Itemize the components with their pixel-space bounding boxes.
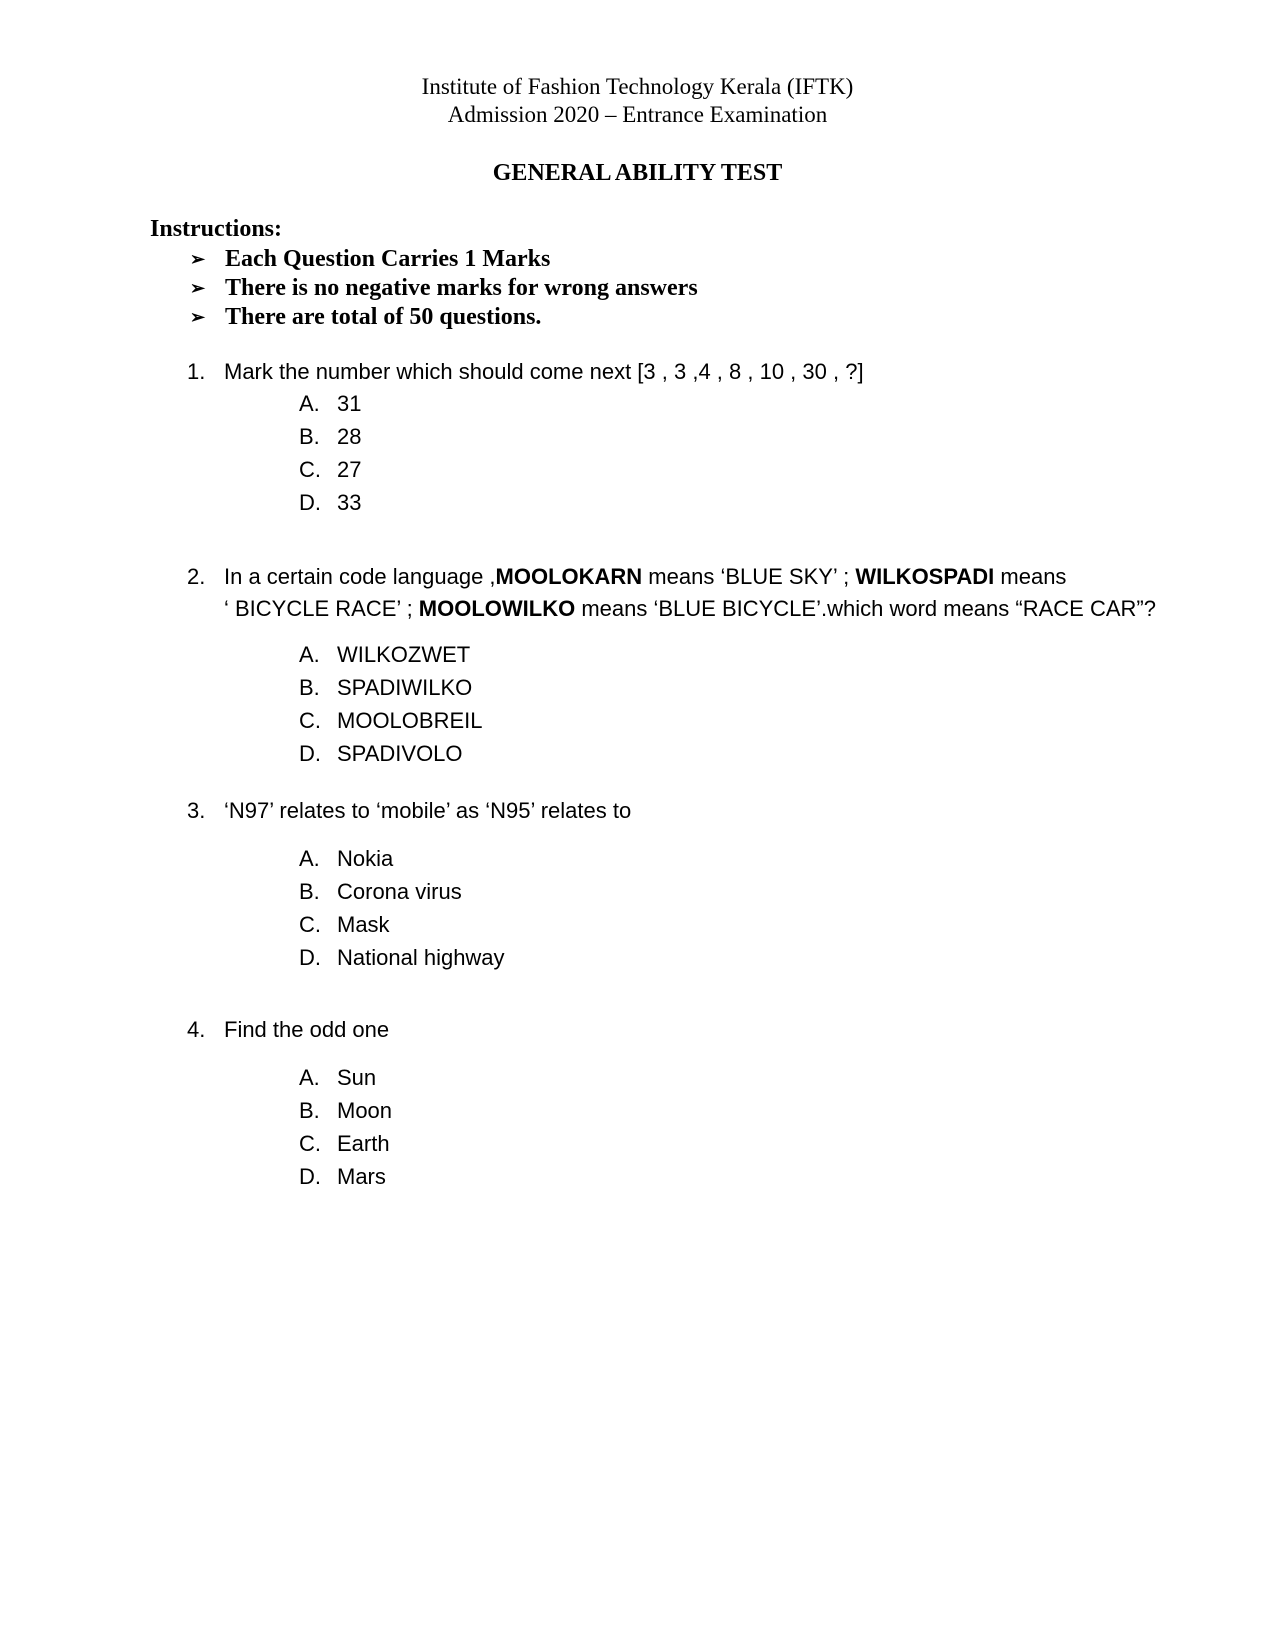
question-4-options: [299, 1061, 392, 1193]
text-span: means ‘BLUE BICYCLE’.which word means “RACE CAR”?: [575, 596, 1156, 621]
question-1: [187, 356, 1167, 388]
option-text: 27: [337, 457, 362, 482]
option-item: [299, 908, 505, 941]
option-letter: C.: [299, 1131, 321, 1156]
option-text: 28: [337, 424, 362, 449]
instructions-heading: Instructions:: [150, 216, 283, 242]
text-span: means: [994, 564, 1067, 589]
document-header: [0, 73, 1275, 129]
option-item: [299, 1094, 392, 1127]
option-letter: D.: [299, 945, 321, 970]
question-number: 1.: [187, 359, 206, 384]
option-letter: A.: [299, 1065, 320, 1090]
option-item: [299, 842, 505, 875]
code-word: MOOLOWILKO: [418, 596, 576, 621]
test-title: GENERAL ABILITY TEST: [492, 160, 783, 186]
option-item: [299, 941, 505, 974]
option-item: [299, 638, 482, 671]
option-text: Mars: [337, 1164, 386, 1189]
text-span: means ‘BLUE SKY’ ;: [642, 564, 856, 589]
instruction-item: [190, 274, 698, 303]
option-item: [299, 387, 361, 420]
arrow-bullet-icon: ➢: [190, 249, 206, 269]
institute-name: Institute of Fashion Technology Kerala (IFTK): [421, 74, 854, 99]
question-text: Mark the number which should come next [3 , 3 ,4 , 8 , 10 , 30 , ?]: [224, 359, 864, 384]
option-text: Moon: [337, 1098, 393, 1123]
option-letter: B.: [299, 879, 320, 904]
option-item: [299, 1160, 392, 1193]
option-letter: A.: [299, 846, 320, 871]
option-text: SPADIWILKO: [337, 675, 473, 700]
option-letter: B.: [299, 1098, 320, 1123]
option-letter: B.: [299, 424, 320, 449]
option-item: [299, 737, 482, 770]
question-2-options: [299, 638, 482, 770]
option-item: [299, 1127, 392, 1160]
option-item: [299, 671, 482, 704]
option-item: [299, 420, 361, 453]
question-4: [187, 1014, 1167, 1046]
instruction-text: Each Question Carries 1 Marks: [225, 246, 551, 272]
text-span: In a certain code language ,: [224, 564, 496, 589]
instruction-text: There is no negative marks for wrong answers: [225, 275, 698, 301]
instruction-text: There are total of 50 questions.: [225, 304, 542, 330]
option-letter: D.: [299, 741, 321, 766]
text-span: ‘ BICYCLE RACE’ ;: [224, 596, 419, 621]
option-letter: C.: [299, 708, 321, 733]
code-word: WILKOSPADI: [855, 564, 995, 589]
exam-title: Admission 2020 – Entrance Examination: [447, 102, 828, 127]
question-3-options: [299, 842, 505, 974]
option-text: SPADIVOLO: [337, 741, 463, 766]
question-1-options: [299, 387, 361, 519]
question-text: ‘N97’ relates to ‘mobile’ as ‘N95’ relates to: [224, 798, 632, 823]
arrow-bullet-icon: ➢: [190, 307, 206, 327]
question-text-line-2: [224, 593, 1167, 625]
instruction-item: [190, 245, 698, 274]
option-text: 31: [337, 391, 362, 416]
option-letter: C.: [299, 912, 321, 937]
option-text: MOOLOBREIL: [337, 708, 483, 733]
option-text: Mask: [337, 912, 390, 937]
question-text: [224, 561, 1167, 625]
question-number: 4.: [187, 1017, 206, 1042]
question-number: 3.: [187, 798, 206, 823]
question-number: 2.: [187, 564, 206, 589]
arrow-bullet-icon: ➢: [190, 278, 206, 298]
option-item: [299, 453, 361, 486]
question-text: Find the odd one: [224, 1017, 390, 1042]
question-3: [187, 795, 1167, 827]
option-item: [299, 1061, 392, 1094]
option-letter: C.: [299, 457, 321, 482]
question-text-line-1: [224, 561, 1167, 593]
option-text: Nokia: [337, 846, 394, 871]
option-text: Corona virus: [337, 879, 462, 904]
code-word: MOOLOKARN: [495, 564, 643, 589]
option-letter: D.: [299, 1164, 321, 1189]
option-item: [299, 704, 482, 737]
option-letter: A.: [299, 391, 320, 416]
question-2: [187, 561, 1167, 625]
option-letter: D.: [299, 490, 321, 515]
instructions-list: [190, 245, 698, 332]
option-text: 33: [337, 490, 362, 515]
option-letter: A.: [299, 642, 320, 667]
option-item: [299, 486, 361, 519]
option-text: WILKOZWET: [337, 642, 471, 667]
option-text: Sun: [337, 1065, 377, 1090]
instruction-item: [190, 303, 698, 332]
option-item: [299, 875, 505, 908]
option-letter: B.: [299, 675, 320, 700]
option-text: Earth: [337, 1131, 390, 1156]
option-text: National highway: [337, 945, 505, 970]
